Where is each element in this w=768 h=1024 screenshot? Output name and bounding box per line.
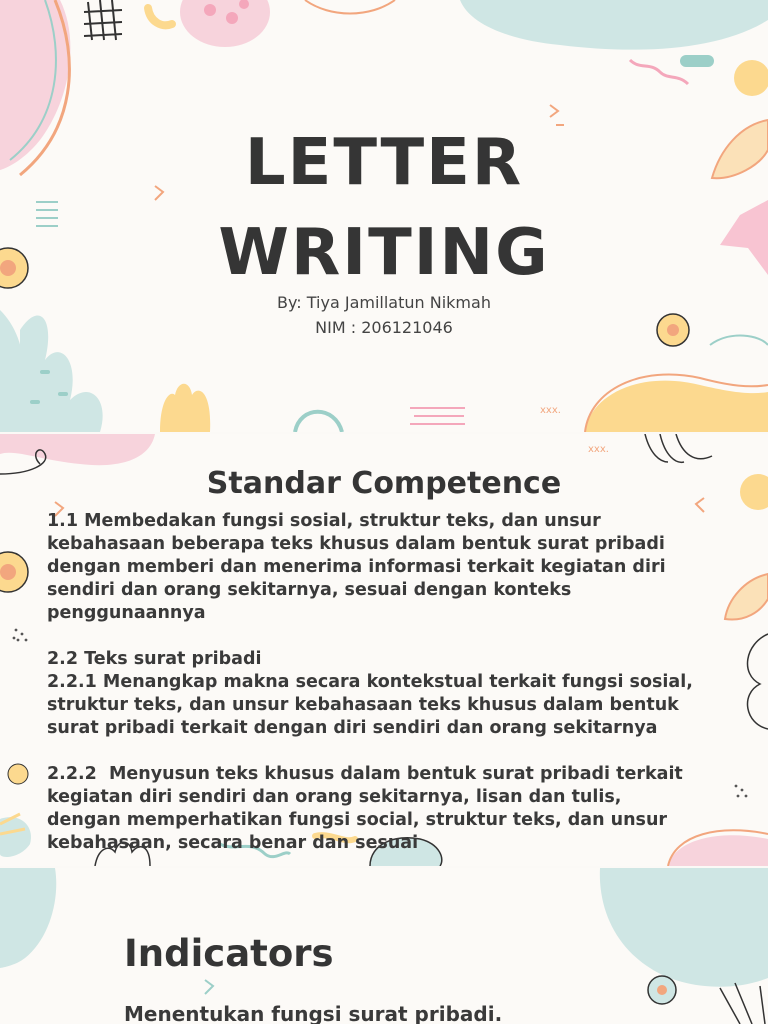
indicator-item: Menentukan fungsi surat pribadi. — [124, 1002, 503, 1024]
title-slide — [0, 0, 768, 432]
competence-paragraph: 2.2.2 Menyusun teks khusus dalam bentuk surat pribadi terkait kegiatan diri sendiri dan orang sekitarnya, lisan dan tulis, dengan memperhatikan fungsi social, struktur teks, dan unsur kebahasaan, secara benar dan sesuai — [47, 764, 689, 853]
student-id: NIM : 206121046 — [315, 318, 453, 337]
competence-slide — [0, 434, 768, 866]
competence-paragraph: 1.1 Membedakan fungsi sosial, struktur teks, dan unsur kebahasaan beberapa teks khusus dalam bentuk surat pribadi dengan memberi dan menerima informasi terkait kegiatan diri sendiri dan orang sekitarnya, sesuai dengan konteks penggunaannya — [47, 511, 672, 623]
section-heading: Standar Competence — [206, 466, 562, 501]
competence-paragraph: 2.2 Teks surat pribadi 2.2.1 Menangkap makna secara kontekstual terkait fungsi sosial, struktur teks, dan unsur kebahasaan teks khusus dalam bentuk surat pribadi terkait dengan diri sendiri dan orang sekitarnya — [47, 649, 693, 738]
presentation-title — [0, 118, 768, 298]
byline — [0, 290, 768, 340]
indicators-slide — [0, 868, 768, 1024]
section-heading: Indicators — [124, 932, 334, 975]
title-line-2: WRITING — [218, 216, 550, 290]
floral-decoration-background — [0, 868, 768, 1024]
competence-body — [47, 510, 697, 866]
svg-text:xxx.: xxx. — [588, 444, 609, 455]
svg-text:xxx.: xxx. — [540, 405, 561, 416]
title-line-1: LETTER — [244, 126, 524, 200]
author-name: By: Tiya Jamillatun Nikmah — [277, 293, 491, 312]
